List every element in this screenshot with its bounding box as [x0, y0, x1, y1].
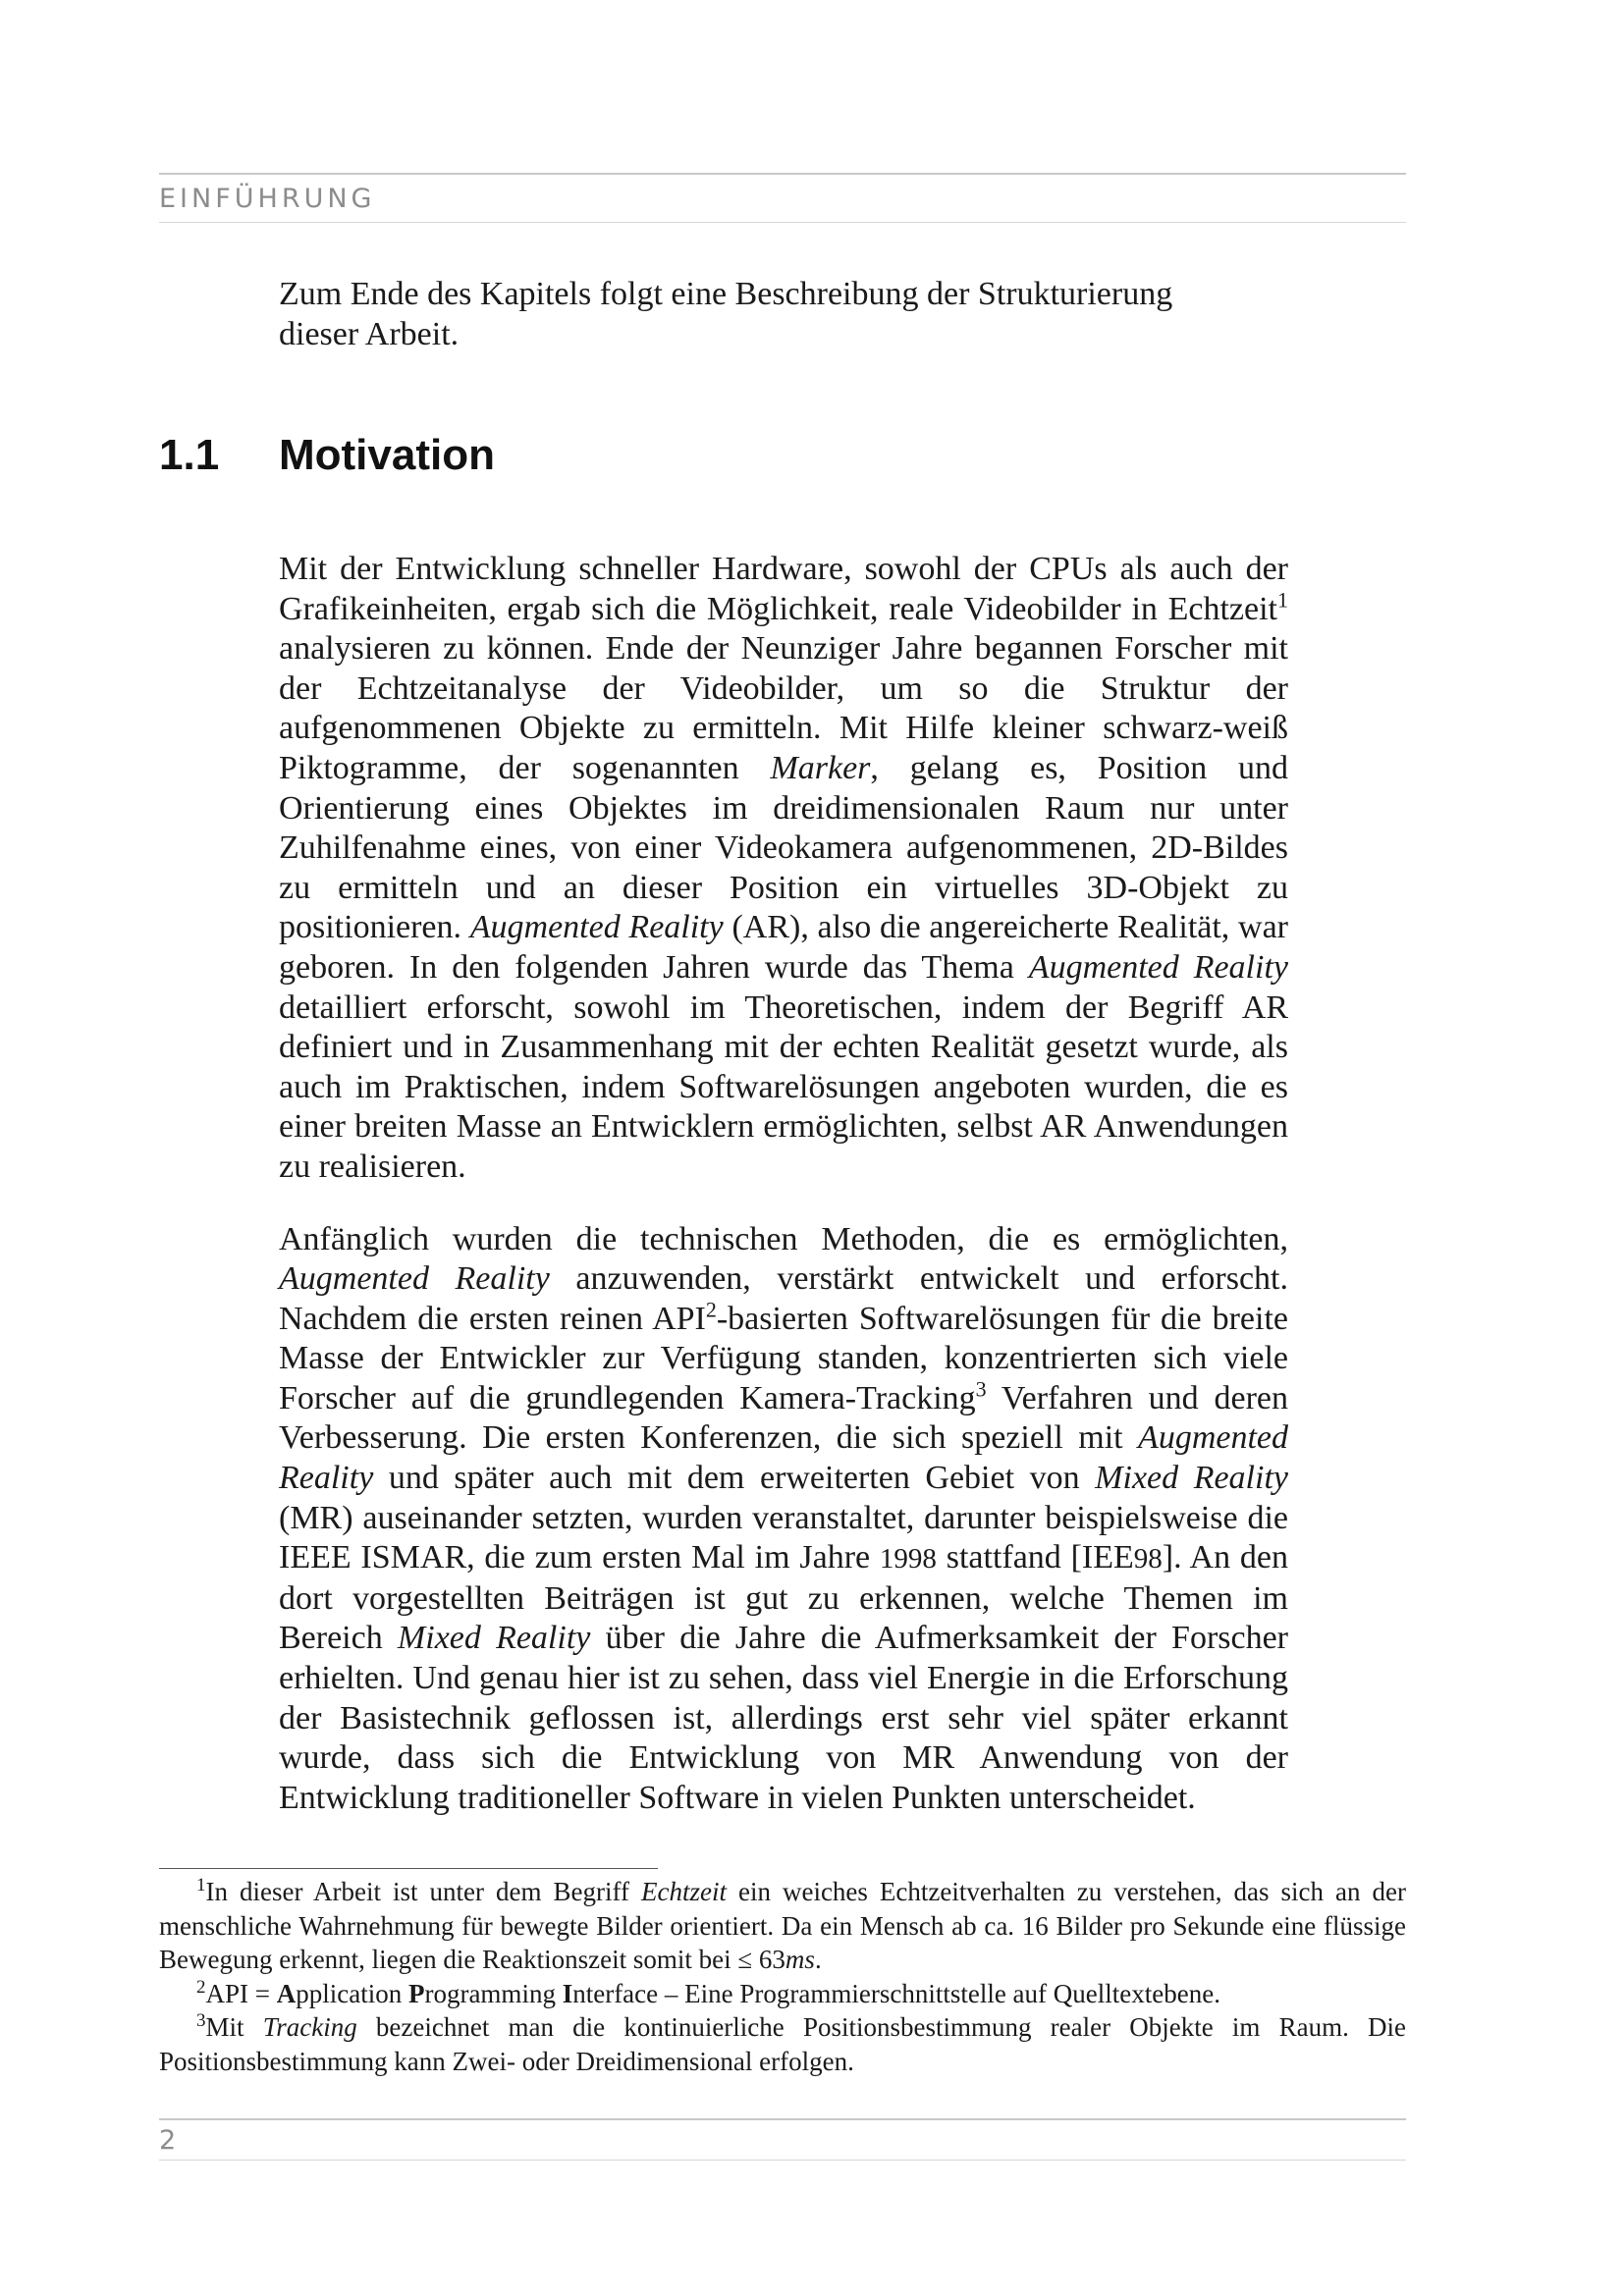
intro-line-1: Zum Ende des Kapitels folgt eine Beschreibung der Strukturierung [279, 276, 1173, 312]
footnote-mark-3: 3 [196, 2010, 206, 2031]
section-title: Motivation [279, 431, 495, 479]
footnote-3: $^3$Mit Tracking bezeichnet man die kontinuierliche Positionsbestimmung realer Objekte im Raum. Die Positionsbestimmung kann Zwei- oder Dreidimensional erfolgen. [159, 2010, 1407, 2076]
intro-line-2: dieser Arbeit. [279, 315, 460, 352]
paragraph-2: Anfänglich wurden die technischen Methoden, die es ermöglichten, Augmented Reality anzuwenden, verstärkt entwickelt und erforscht. Nachdem die ersten reinen API$^2$-basierten Softwarelösungen für die breite Masse der Entwickler zur Verfügung standen, konzentrierten sich viele Forscher auf die grundlegenden Kamera-Tracking$^3$ Verfahren und deren Verbesserung. Die ersten Konferenzen, die sich speziell mit Augmented Reality und später auch mit dem erweiterten Gebiet von Mixed Reality (MR) auseinander setzten, wurden veranstaltet, darunter beispielsweise die IEEE ISMAR, die zum ersten Mal im Jahre 1998 stattfand [IEE98]. An den dort vorgestellten Beiträgen ist gut zu erkennen, welche Themen im Bereich Mixed Reality über die Jahre die Aufmerksamkeit der Forscher erhielten. Und genau hier ist zu sehen, dass viel Energie in die Erforschung der Basistechnik geflossen ist, allerdings erst sehr viel später erkannt wurde, dass sich die Entwicklung von MR Anwendung von der Entwicklung traditioneller Software in vielen Punkten unterscheidet. [279, 1220, 1288, 1816]
term-augmented-reality: Augmented Reality [1028, 948, 1288, 986]
term-mixed-reality: Mixed Reality [397, 1620, 591, 1657]
header-rule-bottom [159, 222, 1406, 223]
main-text [279, 550, 1288, 1818]
footnote-1: $^1$In dieser Arbeit ist unter dem Begriff Echtzeit ein weiches Echtzeitverhalten zu verstehen, das sich an der menschliche Wahrnehmung für bewegte Bilder orientiert. Da ein Mensch ab ca. 16 Bilder pro Sekunde eine flüssige Bewegung erkennt, liegen die Reaktionszeit somit bei ≤ 63ms. [159, 1875, 1406, 1974]
term-augmented-reality: Augmented Reality [469, 909, 724, 946]
intro-paragraph [279, 275, 1288, 354]
page-number: 2 [159, 2125, 177, 2156]
year: 1998 [879, 1543, 937, 1575]
footnotes [159, 1875, 1406, 2078]
footnote-rule [159, 1868, 658, 1869]
term-augmented-reality: Augmented Reality [279, 1419, 1288, 1497]
section-number: 1.1 [159, 431, 220, 479]
footnote-mark-2: 2 [196, 1976, 206, 1998]
citation-year[interactable]: 98 [1133, 1543, 1163, 1575]
footer-rule-bottom [159, 2160, 1406, 2161]
footnote-ref-1[interactable]: 1 [1277, 587, 1288, 613]
footnote-ref-2[interactable]: 2 [705, 1297, 717, 1322]
term-marker: Marker [770, 749, 871, 786]
page-header [159, 173, 1406, 223]
term-augmented-reality: Augmented Reality [279, 1260, 550, 1298]
term-mixed-reality: Mixed Reality [1095, 1460, 1288, 1497]
running-head: EINFÜHRUNG [159, 184, 376, 214]
page-footer [159, 2118, 1406, 2161]
footnote-mark-1: 1 [196, 1875, 206, 1896]
footnote-ref-3[interactable]: 3 [975, 1376, 987, 1402]
footnote-2: $^2$API = Application Programming Interface – Eine Programmierschnittstelle auf Quelltextebene. [196, 1976, 1220, 2008]
section-heading [159, 428, 495, 483]
paragraph-1: Mit der Entwicklung schneller Hardware, sowohl der CPUs als auch der Grafikeinheiten, ergab sich die Möglichkeit, reale Videobilder in Echtzeit$^1$ analysieren zu können. Ende der Neunziger Jahre begannen Forscher mit der Echtzeitanalyse der Videobilder, um so die Struktur der aufgenommenen Objekte zu ermitteln. Mit Hilfe kleiner schwarz-weiß Piktogramme, der sogenannten Marker, gelang es, Position und Orientierung eines Objektes im dreidimensionalen Raum nur unter Zuhilfenahme eines, von einer Videokamera aufgenommenen, 2D-Bildes zu ermitteln und an dieser Position ein virtuelles 3D-Objekt zu positionieren. Augmented Reality (AR), also die angereicherte Realität, war geboren. In den folgenden Jahren wurde das Thema Augmented Reality detailliert erforscht, sowohl im Theoretischen, indem der Begriff AR definiert und in Zusammenhang mit der echten Realität gesetzt wurde, als auch im Praktischen, indem Softwarelösungen angeboten wurden, die es einer breiten Masse an Entwicklern ermöglichten, selbst AR Anwendungen zu realisieren. [279, 551, 1288, 1185]
